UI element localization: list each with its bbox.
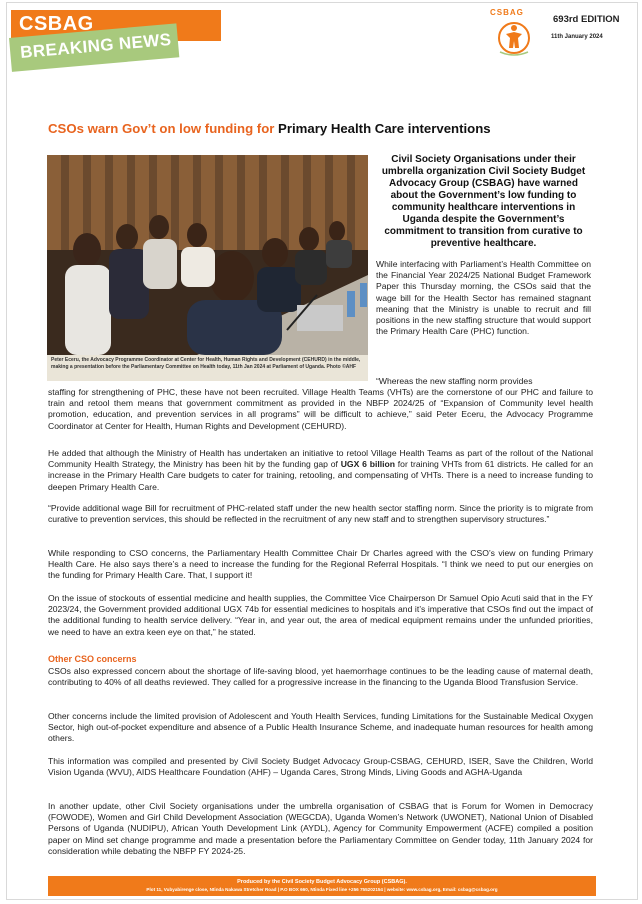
headline-part-orange: CSOs warn Gov’t on low funding for (48, 121, 279, 136)
breaking-news-label: BREAKING NEWS (19, 29, 173, 63)
headline-part-dark: Primary Health Care interventions (278, 121, 491, 136)
funding-gap-amount: UGX 6 billion (340, 459, 395, 470)
brand-name: CSBAG (19, 13, 94, 35)
paragraph-3-after: for training VHTs from 61 districts. He called for an increase in the Primary Health Care budgets to cater for training, retooling, and compensating of VHTs. There is a need to increase funding to deepen Primary Health Care. (48, 459, 593, 492)
paragraph-3 (48, 448, 593, 493)
paragraph-2-continued: staffing for strengthening of PHC, these have not been recruited. Village Health Teams (VHTs) are the cornerstone of our PHC and failure to train and retool them means that government commitment as provided in the NBFP 2024/25 of “Expansion of Community level health promotion, education, and prevention services in all programs” will be difficult to achieve,” said Peter Eceru, the Advocacy Programme Coordinator at Center for Health, Human Rights and Development (CEHURD). (48, 387, 593, 431)
paragraph-5: While responding to CSO concerns, the Parliamentary Health Committee Chair Dr Charles agreed with the CSO’s view on funding Primary Health Care. He also says there’s a need to increase the funding for the Regional Referral Hospitals. “I think we need to put our energies on the funding for Primary Health Care. That, I support it! (48, 548, 593, 581)
photo-caption-box (47, 355, 368, 381)
committee-meeting-photo (47, 155, 368, 355)
photo-caption: Peter Eceru, the Advocacy Programme Coordinator at Center for Health, Human Rights and Development (CEHURD) in the middle, making a presentation before the Parliamentary Committee on Health today, 11th Jan 2024 at Parliament of Uganda. Photo ©AHF (51, 357, 361, 370)
footer-producer: Produced by the Civil Society Budget Advocacy Group (CSBAG). (237, 879, 407, 885)
paragraph-6: On the issue of stockouts of essential medicine and health supplies, the Committee Vice Chairperson Dr Samuel Opio Acuti said that in the FY 2023/24, the Government provided additional UGX 74b for essential medicines to hospitals and it’s imperative that CSOs find out the impact of the additional funding to health service delivery. “Year in, and year out, the area of medical equipment remains under the unfunded priorities, we need to have an extra keen eye on that,” he stated. (48, 593, 593, 637)
footer-bar (48, 876, 596, 896)
article-headline (48, 121, 491, 136)
paragraph-4: “Provide additional wage Bill for recruitment of PHC-related staff under the new health sector staffing norm. Since the priority is to migrate from curative to prevention services, this should be reflected in the recruitment of any new staff and to strengthen supervisory structures.” (48, 503, 593, 525)
lead-paragraph: Civil Society Organisations under their umbrella organization Civil Society Budget Advocacy Group (CSBAG) have warned about the Government’s low funding to community healthcare interventions in Uganda despite the Government’s commitment to transition from curative to preventive healthcare. (381, 154, 586, 249)
paragraph-10: In another update, other Civil Society organisations under the umbrella organisation of CSBAG that is Forum for Women in Democracy (FOWODE), Women and Girl Child Development Association (WEGCDA), Uganda Women’s Network (UWONET), National Union of Disabled Persons of Uganda (NUDIPU), African Youth Development Link (AYDL), Agency for Community Empowerment (ACFE) compiled a position paper on Mind set change programme and made a presentation before the Parliamentary Committee on Gender today, 11th January 2024 for consideration while debating the NBFP FY 2024-25. (48, 801, 593, 856)
paragraph-2-start: “Whereas the new staffing norm provides (376, 376, 533, 386)
issue-date: 11th January 2024 (551, 34, 603, 40)
paragraph-7: CSOs also expressed concern about the shortage of life-saving blood, yet haemorrhage continues to be the leading cause of maternal death, contributing to 40% of all deaths reviewed. They called for a progressive increase in the financing to the Uganda Blood Transfusion Service. (48, 666, 593, 688)
footer-contact: Plot 11, Vubyabirenge close, Ntinda Nakawa Stretcher Road | P.O BOX 660, Ntinda Fixed line +256 755202154 | website: www.csbag.org, Email: csbag@csbag.org (146, 887, 498, 892)
paragraph-8: Other concerns include the limited provision of Adolescent and Youth Health Services, funding Limitations for the Sustainable Medical Oxygen Sector, high out-of-pocket expenditure and absence of a Public Health Insurance Scheme, and inadequate human resources for health among others. (48, 711, 593, 744)
edition-number: 693rd EDITION (553, 14, 620, 25)
paragraph-1: While interfacing with Parliament’s Health Committee on the Financial Year 2024/25 National Budget Framework Paper this Thursday morning, the CSOs said that the wage bill for the Health Sector has remained stagnant meaning that the Ministry is unable to recruit and fill positions in the new staffing structure that would support the Primary Health Care (PHC) function. (376, 259, 591, 337)
subheading-other-concerns: Other CSO concerns (48, 654, 137, 664)
logo-text: CSBAG (490, 8, 524, 17)
paragraph-3-before: He added that although the Ministry of Health has undertaken an initiative to retool Village Health Teams as part of the rollout of the National Community Health Strategy, the Ministry has been hit by the funding gap of (48, 448, 593, 470)
paragraph-9: This information was compiled and presented by Civil Society Budget Advocacy Group-CSBAG, CEHURD, ISER, Save the Children, World Vision Uganda (WVU), AIDS Healthcare Foundation (AHF) – Uganda Cares, Strong Minds, Living Goods and AGHA-Uganda (48, 756, 593, 778)
csbag-logo-icon (484, 8, 544, 62)
